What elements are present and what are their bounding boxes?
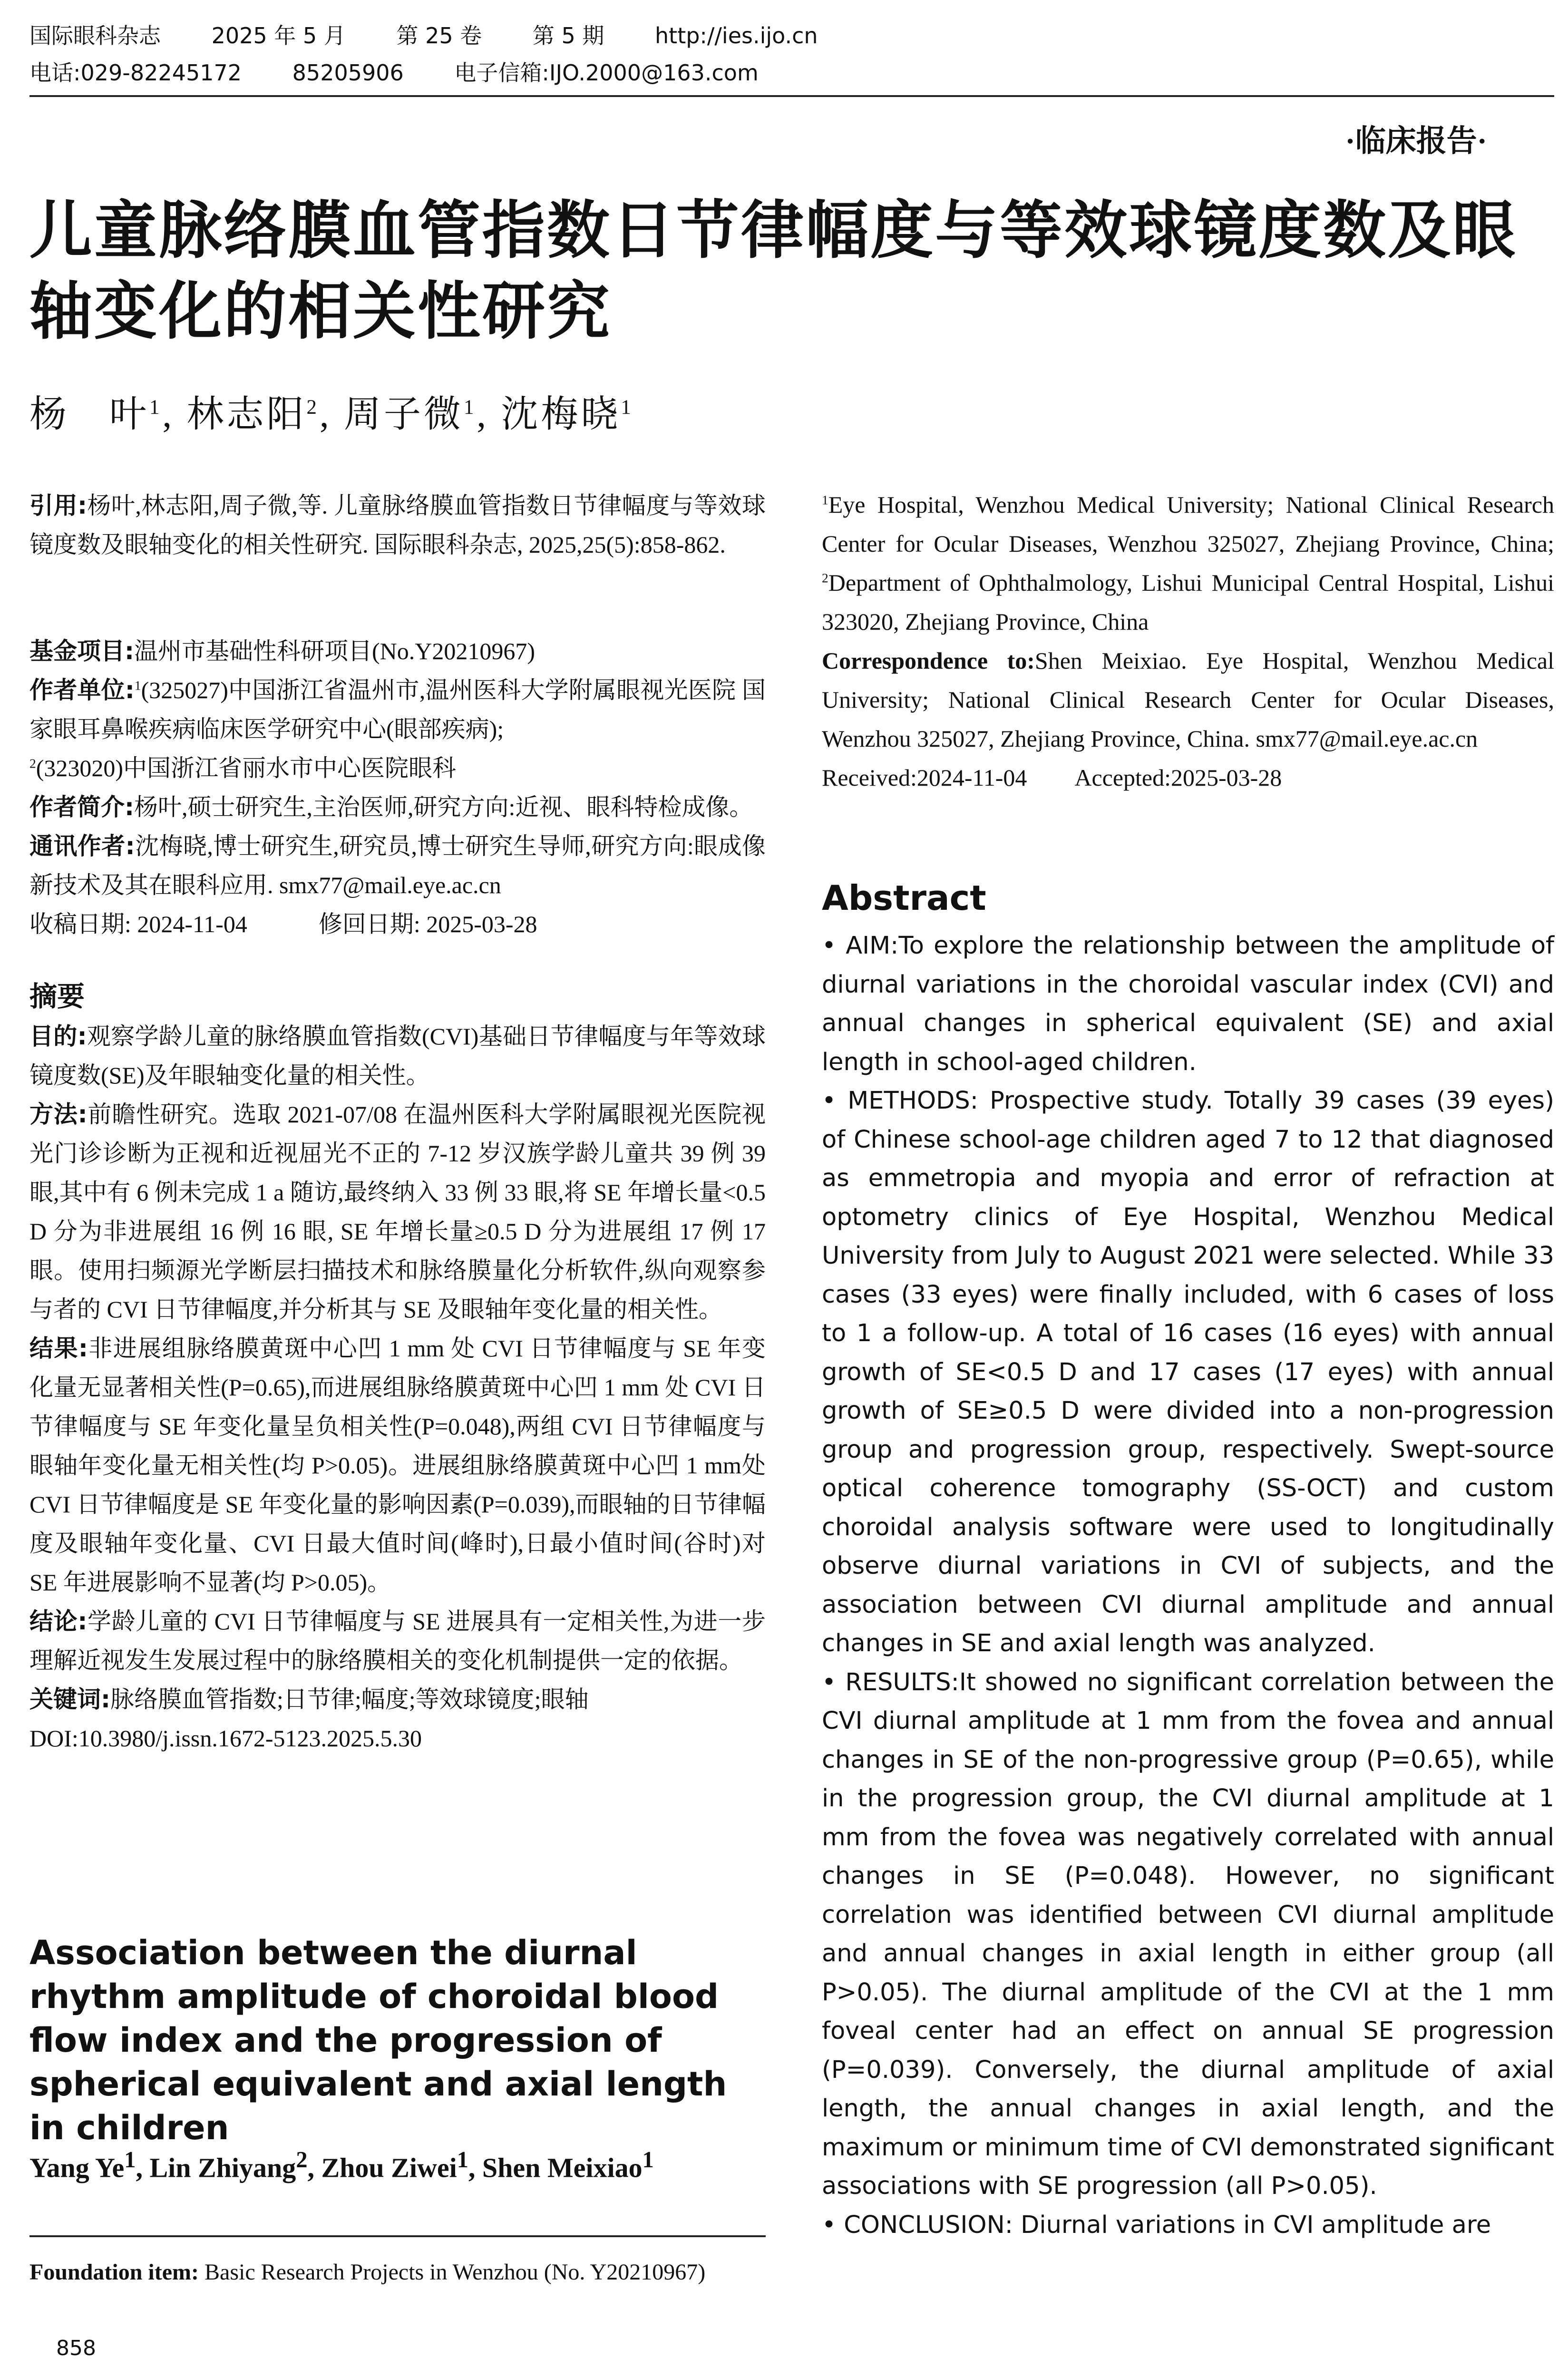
journal-name: 国际眼科杂志 [29, 23, 161, 49]
unit-sup: 1 [134, 678, 141, 693]
authors-en: Yang Ye$^1$, Lin Zhiyang$^2$, Zhou Ziwei$^1$, Shen Meixiao$^1$ [29, 2147, 654, 2183]
methods-label-cn: 方法: [29, 1101, 88, 1128]
author-en: Lin Zhiyang [149, 2152, 296, 2183]
bio-text: 杨叶,硕士研究生,主治医师,研究方向:近视、眼科特检成像。 [134, 794, 753, 820]
aim-label-cn: 目的: [29, 1023, 87, 1050]
methods-text-cn: 前瞻性研究。选取 2021-07/08 在温州医科大学附属眼视光医院视光门诊诊断为正视和近视屈光不正的 7-12 岁汉族学龄儿童共 39 例 39 眼,其中有 6 例未完成 1 a 随访,最终纳入 33 例 33 眼,将 SE 年增长量<0.5 D 分为非进展组 16 例 16 眼, SE 年增长量≥0.5 D 分为进展组 17 例 17 眼。使用扫频源光学断层扫描技术和脉络膜量化分析软件,纵向观察参与者的 CVI 日节律幅度,并分析其与 SE 及眼轴年变化量的相关性。 [29, 1101, 766, 1323]
title-en: Association between the diurnal rhythm amplitude of choroidal blood flow index and the progression of spherical equivalent and axial length in children [29, 1933, 727, 2147]
citation-block [29, 486, 766, 564]
abstract-cn [29, 976, 766, 1758]
corr-text: 沈梅晓,博士研究生,研究员,博士研究生导师,研究方向:眼成像新技术及其在眼科应用. smx77@mail.eye.ac.cn [29, 833, 766, 898]
aim-text-en: To explore the relationship between the amplitude of diurnal variations in the choroidal vascular index (CVI) and annual changes in spherical equivalent (SE) and axial length in school-aged children. [822, 932, 1554, 1076]
foundation-label: Foundation item: [29, 2260, 199, 2285]
received-dates: 收稿日期: 2024-11-04 修回日期: 2025-03-28 [29, 911, 537, 937]
citation-label: 引用: [29, 492, 87, 519]
aim-label-en: • AIM: [822, 932, 899, 960]
header-rule [29, 95, 1554, 97]
author-cn: 沈梅晓 [501, 393, 621, 435]
corr-label: 通讯作者: [29, 832, 135, 860]
author-cn: 杨 叶 [29, 393, 150, 435]
aff-2: Department of Ophthalmology, Lishui Municipal Central Hospital, Lishui 323020, Zhejiang Province, China [822, 569, 1554, 635]
bio-label: 作者简介: [29, 793, 134, 821]
fund-label: 基金项目: [29, 637, 134, 665]
conclusion-label-en: • CONCLUSION: [822, 2211, 1013, 2239]
aff-sup: 2 [822, 570, 828, 585]
authors-rule [29, 2235, 766, 2237]
section-tag: ·临床报告· [1345, 124, 1487, 158]
author-cn: 周子微 [343, 393, 464, 435]
abstract-cn-heading: 摘要 [29, 980, 85, 1013]
author-sup: 1 [463, 396, 477, 419]
journal-url[interactable]: http://ies.ijo.cn [655, 23, 818, 49]
author-sup: 1 [621, 396, 634, 419]
conclusion-text-en: Diurnal variations in CVI amplitude are [1021, 2211, 1491, 2239]
citation-text: 杨叶,林志阳,周子微,等. 儿童脉络膜血管指数日节律幅度与等效球镜度数及眼轴变化的相关性研究. 国际眼科杂志, 2025,25(5):858-862. [29, 492, 766, 558]
abstract-en-heading: Abstract [822, 878, 986, 918]
author-en: Shen Meixiao [482, 2152, 643, 2183]
title-cn: 儿童脉络膜血管指数日节律幅度与等效球镜度数及眼轴变化的相关性研究 [29, 194, 1517, 348]
keywords-cn: 脉络膜血管指数;日节律;幅度;等效球镜度;眼轴 [110, 1686, 589, 1713]
abstract-en [822, 926, 1554, 2244]
results-text-en: It showed no significant correlation between the CVI diurnal amplitude at 1 mm from the fovea and annual changes in SE of the non-progressive group (P=0.65), while in the progression group, the CVI diurnal amplitude at 1 mm from the fovea was negatively correlated with annual changes in SE (P=0.048). However, no significant correlation was identified between CVI diurnal amplitude and annual changes in axial length in either group (all P>0.05). The diurnal amplitude of the CVI at the 1 mm foveal center had an effect on annual SE progression (P=0.039). Conversely, the diurnal amplitude of axial length, the annual changes in axial length, and the maximum or minimum time of CVI demonstrated significant associations with SE progression (all P>0.05). [822, 1668, 1554, 2200]
keywords-label-cn: 关键词: [29, 1685, 110, 1713]
author-sup: 1 [124, 2147, 136, 2172]
author-cn: 林志阳 [186, 393, 307, 435]
volume: 第 25 卷 [396, 23, 482, 49]
unit-sup: 2 [29, 756, 36, 771]
issue-date: 2025 年 5 月 [211, 23, 346, 49]
affiliation-en [822, 485, 1554, 797]
author-sup: 2 [296, 2147, 308, 2172]
journal-header [29, 17, 1551, 91]
corr-text-en: Shen Meixiao. Eye Hospital, Wenzhou Medical University; National Clinical Research Center for Ocular Diseases, Wenzhou 325027, Zhejiang Province, China. smx77@mail.eye.ac.cn [822, 647, 1554, 752]
fund-text: 温州市基础性科研项目(No.Y20210967) [134, 638, 536, 664]
aff-1: Eye Hospital, Wenzhou Medical University; National Clinical Research Center for Ocular Diseases, Wenzhou 325027, Zhejiang Province, China; [822, 491, 1554, 557]
results-label-cn: 结果: [29, 1335, 88, 1362]
corr-label-en: Correspondence to: [822, 647, 1035, 674]
unit-2: (323020)中国浙江省丽水市中心医院眼科 [36, 755, 457, 781]
author-en: Zhou Ziwei [321, 2152, 457, 2183]
page-number: 858 [56, 2336, 96, 2360]
foundation-item [29, 2253, 766, 2291]
phone: 电话:029-82245172 [29, 60, 242, 86]
author-sup: 2 [306, 396, 320, 419]
authors-cn: 杨 叶$^1$, 林志阳$^2$, 周子微$^1$, 沈梅晓$^1$ [29, 393, 634, 435]
fax: 85205906 [292, 60, 404, 86]
results-text-cn: 非进展组脉络膜黄斑中心凹 1 mm 处 CVI 日节律幅度与 SE 年变化量无显著相关性(P=0.65),而进展组脉络膜黄斑中心凹 1 mm 处 CVI 日节律幅度与 SE 年变化量呈负相关性(P=0.048),两组 CVI 日节律幅度与眼轴年变化量无相关性(均 P>0.05)。进展组脉络膜黄斑中心凹 1 mm处 CVI 日节律幅度是 SE 年变化量的影响因素(P=0.039),而眼轴的日节律幅度及眼轴年变化量、CVI 日最大值时间(峰时),日最小值时间(谷时)对 SE 年进展影响不显著(均 P>0.05)。 [29, 1335, 766, 1596]
author-en: Yang Ye [29, 2152, 125, 2183]
methods-text-en: Prospective study. Totally 39 cases (39 eyes) of Chinese school-age children aged 7 to 12 that diagnosed as emmetropia and myopia and error of refraction at optometry clinics of Eye Hospital, Wenzhou Medical University from July to August 2021 were selected. While 33 cases (33 eyes) were finally included, with 6 cases of loss to 1 a follow-up. A total of 16 cases (16 eyes) with annual growth of SE<0.5 D and 17 cases (17 eyes) with annual growth of SE≥0.5 D were divided into a non-progression group and progression group, respectively. Swept-source optical coherence tomography (SS-OCT) and custom choroidal analysis software were used to longitudinally observe diurnal variations in CVI of subjects, and the association between CVI diurnal amplitude and annual changes in SE and axial length was analyzed. [822, 1087, 1554, 1657]
received-accepted: Received:2024-11-04 Accepted:2025-03-28 [822, 764, 1282, 791]
aff-sup: 1 [822, 492, 828, 507]
email[interactable]: 电子信箱:IJO.2000@163.com [454, 60, 759, 86]
article-info [29, 632, 766, 944]
conclusion-label-cn: 结论: [29, 1607, 88, 1635]
unit-1: (325027)中国浙江省温州市,温州医科大学附属眼视光医院 国家眼耳鼻喉疾病临床医学研究中心(眼部疾病); [29, 677, 766, 742]
issue: 第 5 期 [532, 23, 604, 49]
doi[interactable]: DOI:10.3980/j.issn.1672-5123.2025.5.30 [29, 1725, 422, 1752]
results-label-en: • RESULTS: [822, 1668, 959, 1696]
conclusion-text-cn: 学龄儿童的 CVI 日节律幅度与 SE 进展具有一定相关性,为进一步理解近视发生发展过程中的脉络膜相关的变化机制提供一定的依据。 [29, 1608, 766, 1674]
author-sup: 1 [457, 2147, 468, 2172]
author-sup: 1 [149, 396, 163, 419]
author-sup: 1 [642, 2147, 654, 2172]
aim-text-cn: 观察学龄儿童的脉络膜血管指数(CVI)基础日节律幅度与年等效球镜度数(SE)及年眼轴变化量的相关性。 [29, 1023, 766, 1089]
methods-label-en: • METHODS: [822, 1087, 978, 1115]
unit-label: 作者单位: [29, 676, 135, 704]
foundation-text: Basic Research Projects in Wenzhou (No. Y20210967) [205, 2260, 706, 2285]
